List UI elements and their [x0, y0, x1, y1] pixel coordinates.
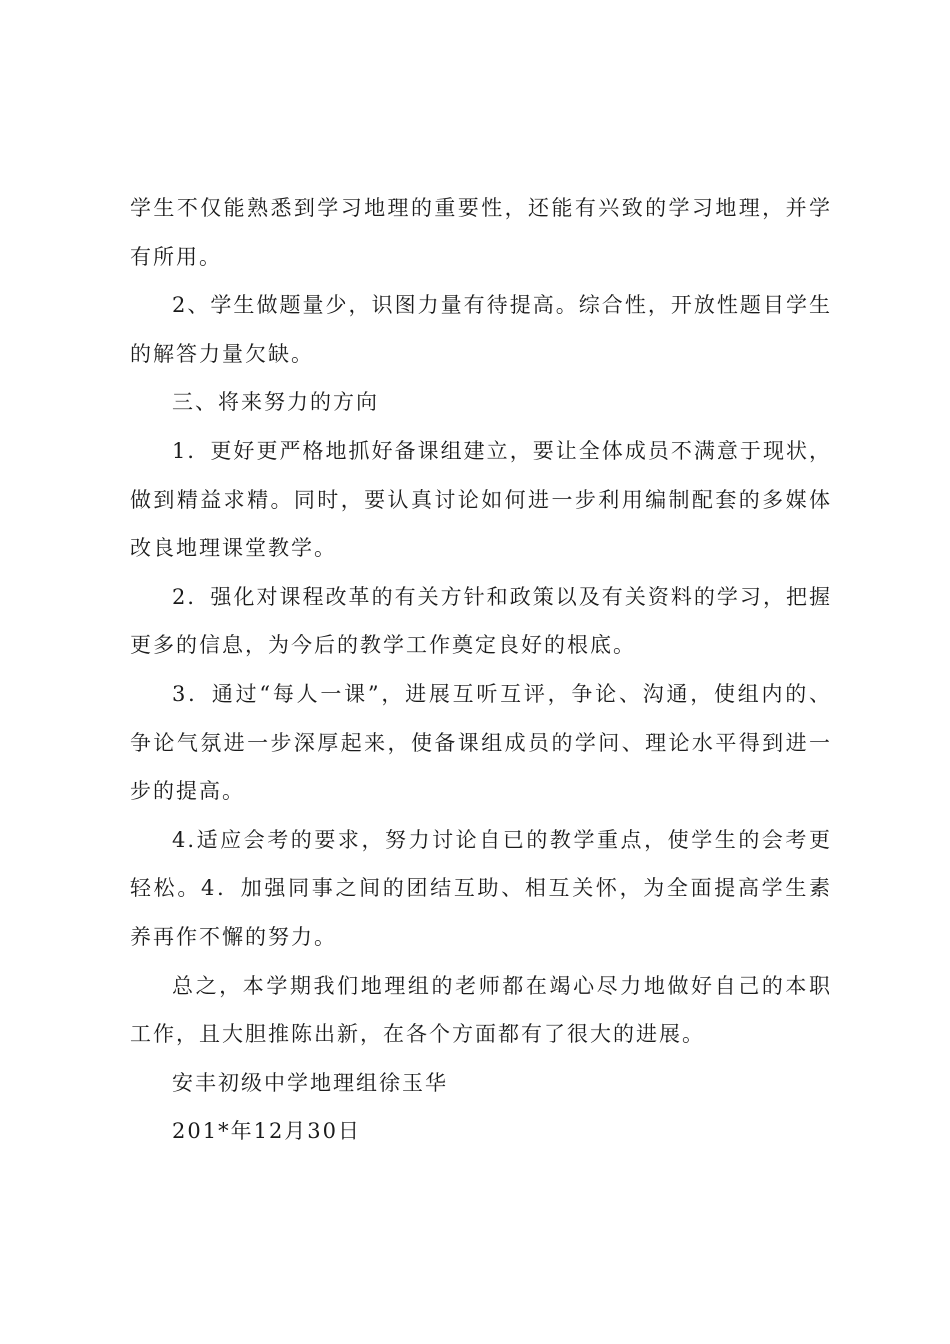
signature-author: 安丰初级中学地理组徐玉华: [172, 1070, 448, 1095]
document-body: [130, 184, 832, 1156]
paragraph-direction-1: 1．更好更严格地抓好备课组建立，要让全体成员不满意于现状，做到精益求精。同时，要认真讨论如何进一步利用编制配套的多媒体改良地理课堂教学。: [130, 438, 832, 561]
paragraph-direction-4: 4.适应会考的要求，努力讨论自已的教学重点，使学生的会考更轻松。4．加强同事之间的团结互助、相互关怀，为全面提高学生素养再作不懈的努力。: [130, 827, 832, 949]
paragraph-point-2: 2、学生做题量少，识图力量有待提高。综合性，开放性题目学生的解答力量欠缺。: [130, 293, 832, 366]
paragraph-direction-2: 2．强化对课程改革的有关方针和政策以及有关资料的学习，把握更多的信息，为今后的教学工作奠定良好的根底。: [130, 584, 832, 658]
section-heading-future-direction: 三、将来努力的方向: [172, 390, 379, 415]
paragraph-continuation: 学生不仅能熟悉到学习地理的重要性，还能有兴致的学习地理，并学有所用。: [130, 196, 832, 269]
paragraph-conclusion: 总之，本学期我们地理组的老师都在竭心尽力地做好自己的本职工作，且大胆推陈出新，在各个方面都有了很大的进展。: [130, 973, 832, 1047]
paragraph-direction-3: 3．通过“每人一课”，进展互听互评，争论、沟通，使组内的、争论气氛进一步深厚起来，使备课组成员的学问、理论水平得到进一步的提高。: [130, 681, 832, 804]
signature-date: 201*年12月30日: [172, 1119, 362, 1144]
